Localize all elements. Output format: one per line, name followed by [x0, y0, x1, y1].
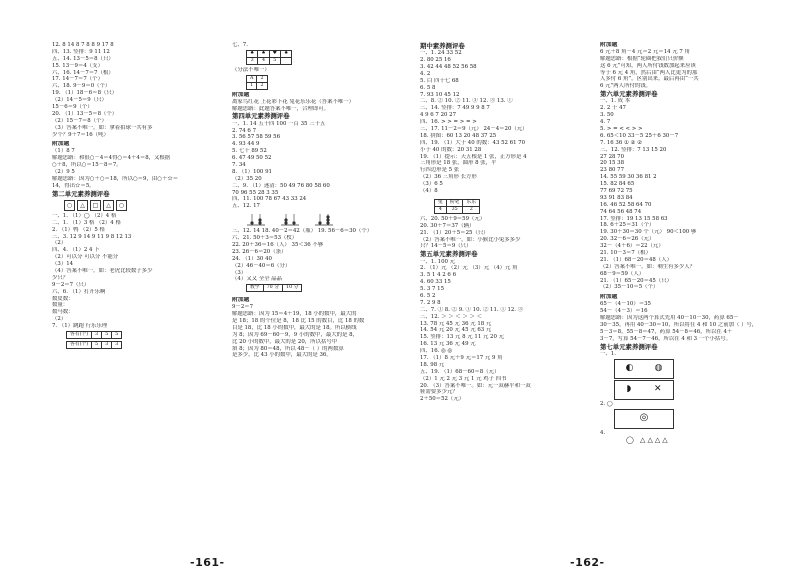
answer-line: 5. 七十 89 52 [232, 148, 267, 155]
answer-line: 2. ◯ [600, 400, 613, 407]
answer-line: 6. 47 49 50 52 [232, 155, 272, 162]
answer-line: 17. （1）8 元＋9 元＝17 元 9 角 [420, 355, 503, 361]
answer-line: 四、13. 竖排：9 11 12 [52, 48, 110, 55]
spade-icon: ♠ [247, 50, 258, 57]
answer-line: 20. 32－6＝26（元） [600, 236, 655, 243]
answer-line: 5. 3 7 15 [420, 286, 445, 293]
answer-line: 6. 5 8 [420, 84, 436, 91]
spacer [420, 195, 598, 198]
answer-line: 14，得出☆＝5。 [52, 182, 95, 189]
answer-line: 27 28 70 [600, 153, 625, 160]
answer-line: （2）46－40＝6（分） [232, 262, 291, 269]
answer-line: （2）15－7＝8（个） [52, 117, 107, 124]
answer-line: 20. （3）答案不唯一。如：元一双赫平和一双 [420, 382, 531, 389]
answer-line: 6. 65＜10 33－5 25＋6 30－7 [600, 132, 679, 139]
answer-line: 二、9. （1）迷清：50 49 76 80 58 60 [232, 182, 330, 189]
answer-line: 6 元”两人所付的钱。 [600, 83, 652, 90]
answer-line: 23 80 77 [600, 167, 625, 174]
abacus-icon [246, 212, 266, 226]
answer-line: （2）答案不唯一，如：小猴比小兔多多少 [420, 236, 521, 243]
answer-line: 7. 2 9 8 [420, 299, 441, 306]
answer-line: 为 8；因为 69－60－9，9 小的数中，最大的是 8， [232, 331, 358, 338]
answer-line: （3）14 [52, 261, 74, 268]
answer-line: （分法不唯一） [232, 66, 270, 73]
answer-table-2: 各有(个) 5 3 3 [66, 341, 122, 349]
answer-line: 一、1. [600, 350, 616, 357]
page-number: -161- [190, 556, 225, 570]
answer-line: 解题思路：根据“轮圈把我们只价额 [600, 55, 684, 62]
utensil-icon: ✕ [654, 384, 662, 395]
answer-line: 30－35，再用 40－30＝10，所以将在 4 和 10 之前加（ ）号， [600, 321, 758, 328]
answer-line: 五、12. 17 [232, 203, 260, 210]
answer-line: 21. （1）65－20＝45（只） [600, 277, 673, 284]
answer-line: 四、16. ◎ ◎ [420, 348, 453, 355]
answer-line: 四、16. > > = > = > [420, 119, 477, 126]
answer-line: 离家鸟红花 上花彩下花 兔花乐乐花（答案不唯一） [232, 98, 355, 105]
section-heading: 第二单元素养测评卷 [52, 189, 110, 198]
answer-line: 三角形是 18 张，圆形 8 张，平 [420, 160, 497, 167]
page-number: -162- [570, 556, 605, 570]
answer-line: 五、14. 13－5＝8（只） [52, 55, 114, 62]
answer-line: 四、19. （1）大于 40 的数：43 52 61 70 [420, 139, 526, 146]
triangle-icon: △ [77, 200, 88, 211]
answer-line: 鞋需要多少元？ [420, 389, 458, 396]
answer-line: （3） [232, 269, 247, 276]
abacus-figures [246, 212, 410, 226]
answer-line: （2） [52, 316, 67, 323]
answer-line: 解题思路：因为○＋○＝18，所以○＝9，由○＋☆＝ [52, 175, 179, 182]
card-table: ♠ ♠ ♥ ♠ 3 4 5 [246, 50, 292, 65]
answer-line: 93 91 83 84 [600, 194, 633, 201]
answer-line: 数马数： [52, 309, 74, 316]
answer-line: 三、12. 14 18. 40－2＝42（瓶） 19. 56－6＝30（个） [232, 228, 373, 235]
answer-line: 2. （1）元 （2）元 （3）元 （4）元 角 [420, 265, 518, 272]
answer-line: 四、4. （1）2 4 下 [52, 247, 100, 254]
answer-line: （4）8 [420, 188, 438, 194]
answer-line: 7. （1）跳跑 行乐乐理 [52, 323, 108, 330]
answer-line: 二、1. （1）3 格 （2）4 格 [52, 219, 121, 226]
food-icon: ◍ [654, 363, 663, 374]
answer-line: 3. 50 [600, 112, 614, 119]
answer-line: 是 18；18 的个位是 8，18 比 15 的数目，比 18 的数 [232, 318, 365, 325]
answer-line: 20. 30＋7＝37（辆） [420, 222, 475, 229]
answer-line: 74 64 56 48 74 [600, 208, 642, 215]
answer-line: 2. （1）鸭 （2）5 格 [52, 226, 105, 233]
answer-line: 一、1. 成 本 [600, 98, 631, 105]
answer-line: 填 8；因为 80＝48，所以 48－（ ）的两数算 [232, 345, 344, 352]
answer-line: （2）1 元 2 元 3 元 1 元 鸡子 四书 [420, 375, 507, 382]
answer-line: 7. 93 10 45 12 [420, 91, 460, 98]
answer-line: （4）答案不唯一。如：老虎比较数子多少 [52, 268, 153, 275]
answer-line: 4. 7 [600, 119, 611, 126]
answer-line: 只？14－5＝9（只） [420, 243, 472, 250]
answer-line: 22. 20＋36＝16（人） 35＜36 不够 [232, 242, 324, 248]
answer-line: 3. 42 44 48 52 56 58 [420, 63, 477, 70]
answer-line: 19. 30＋30＝30 个（元） 90＜100 够 [600, 229, 697, 236]
answer-line: 7. 34 [232, 161, 246, 168]
answer-line: 54－（4－3）＝16 [600, 308, 648, 315]
answer-line: （2）9 5 [52, 169, 75, 176]
answer-line: 20. （1）13－5＝8（个） [52, 110, 118, 117]
answer-line: 六、21. 50＋3＝53（枚） [232, 235, 298, 242]
answer-line: 2. 80 25 16 [420, 57, 451, 64]
answer-line: （3）答案不唯一。如：拿着拍球一共有多 [52, 124, 153, 131]
answer-line: 4. 60 33 15 [420, 279, 451, 286]
answer-line: 19. （1）提示：天五根是 1 张，正方形是 4 [420, 153, 527, 160]
answer-line: 小于 40 的数：20 31 28 [420, 146, 482, 153]
answer-line: 15. 13－9＝4（支） [52, 62, 103, 69]
answer-line: 15. 82 84 65 [600, 181, 635, 188]
answer-line: （3）6 5 [420, 181, 443, 188]
answer-line: （1）8 7 [52, 148, 75, 155]
answer-line: 18. 6＋25＝31（个） [600, 222, 655, 229]
answer-line: 9－2＝7（只） [52, 281, 90, 288]
triangle-icon: △ [103, 200, 114, 211]
answer-line: 3. 5 1 4 2 6 6 [420, 272, 457, 279]
answer-line: 三、12. 竖排：7 13 15 20 [600, 146, 667, 153]
answer-line: 六、20. 50＋9＝59（元） [420, 215, 486, 222]
answer-line: （2）36 三角形 长方形 [420, 174, 477, 181]
heart-icon: ♥ [269, 50, 280, 57]
answer-line: 16. 46 52 58 64 70 [600, 201, 652, 208]
answer-line: 6. 5 2 [420, 292, 436, 299]
answer-line: 一、1. （1）◯ （2）4 格 [52, 212, 117, 219]
column-1 [52, 42, 230, 351]
bonus-heading: 附加题 [232, 91, 250, 98]
answer-line: ○＋8，所以○＝15－8＝7。 [52, 162, 122, 169]
picture-box-3 [614, 409, 674, 429]
circle-icon: ○ [116, 200, 127, 211]
small-table: A 2 1 2 [246, 75, 268, 90]
answer-line: 六、16. 14－7＝7（根） [52, 69, 114, 76]
answer-table-1: 各有(个) 3 5 5 [66, 331, 122, 339]
answer-line: （2）14－5＝9（只） [52, 97, 107, 104]
score-table: 数学 70 分 10 分 [246, 284, 302, 292]
section-heading: 第五单元素养测评卷 [420, 250, 478, 259]
answer-line: 3. 56 57 58 59 56 [232, 134, 281, 141]
answer-line: 9－2＝7 [232, 304, 254, 311]
answer-line: 21. （1）20＋5＝25（只） [420, 229, 489, 236]
answer-line: 4 9 6 7 20 27 [420, 112, 457, 119]
answer-line: 2. 74 6 7 [232, 127, 257, 134]
answer-line: 16. 13 元 36 元 49 元 [420, 341, 476, 348]
answer-line: 4. 93 44 9 [232, 141, 260, 148]
answer-line: 2. 2 十 47 [600, 105, 626, 112]
section-heading: 第六单元素养测评卷 [600, 90, 658, 99]
spade-icon: ♠ [258, 50, 269, 57]
answer-line: 一、1. 100 元 [420, 258, 456, 265]
answer-line: （2）35－10＝5（个） [600, 284, 659, 291]
answer-line: 18. 98 元 [420, 361, 445, 368]
spade-icon: ♠ [280, 50, 291, 57]
answer-line: 6 元＋8 角－4 元＝2 元＝14 元 7 角 [600, 48, 690, 55]
answer-line: 三、17. 11－2＝9（元） 24－4＝20（元） [420, 125, 528, 132]
picture-box-1 [614, 359, 674, 379]
answer-line: 三、3. 12 9 14 9 11 9 8 12 13 [52, 233, 132, 240]
column-2 [232, 42, 410, 359]
answer-line: 5－3＝8，55－8＝47，药算 54－8＝46，所以在 4＋ [600, 328, 733, 335]
answer-line: 这 6 元”可知，两人所付钱数加起来应该 [600, 62, 696, 69]
answer-line: （4）又又 全全 晶晶 [232, 276, 282, 283]
answer-line: 六、18. 9－9＝0（个） [52, 83, 111, 90]
abacus-icon [280, 212, 300, 226]
circle-icon: ◎ [639, 412, 649, 424]
answer-line: 19. （1）18－6＝8（只） [52, 90, 118, 97]
answer-line: 15－6＝9（个） [52, 104, 93, 111]
answer-line: 三、12. ＞ ＞ ＜ ＞ ＞ ＜ [420, 313, 482, 320]
answer-line: 4. [600, 429, 606, 436]
answer-line: 2＋50＝52（元） [420, 396, 465, 403]
answer-line: （2）答案不唯一。如：剩生有多少人？ [600, 263, 696, 270]
answer-line: 三、14. 竖排：7 49 9 9 8 7 [420, 105, 490, 112]
answer-line: 数皮数： [52, 295, 74, 302]
shape-row [64, 200, 230, 211]
bonus-heading: 附加题 [600, 294, 618, 301]
bonus-heading: 附加题 [52, 141, 70, 148]
answer-line: （2）可以分 可以分 不能分 [52, 254, 119, 261]
answer-line: 3－7，写算 54－7－46，所以在 4 和 3 一个小括号。 [600, 335, 732, 342]
answer-line: 23. 26－6＝20（条） [232, 248, 287, 255]
answer-line: 18. 拼图：60 13 20 48 37 25 [420, 132, 497, 139]
page-162 [400, 0, 800, 578]
answer-line: 人多付 6 角”，区别出来，最后再由“一共 [600, 76, 699, 83]
answer-line: 五、19. （1）68－60＝8（元） [420, 368, 500, 375]
answer-line: 21. （1）68－20＝48（人） [600, 256, 673, 263]
answer-line: 一、1. 14 五十四 100 一百 35 三十五 [232, 120, 326, 127]
answer-line: 17. 14－7＝7（个） [52, 76, 103, 83]
answer-line: 等于 6 元 4 角，然后由“两人比更为的那 [600, 69, 698, 76]
answer-line: 14. 55 59 30 36 81 2 [600, 174, 657, 181]
answer-line: 一、1. 24 33 52 [420, 50, 462, 57]
answer-line: 四、11. 100 78 67 43 33 24 [232, 196, 307, 203]
circle-icon: ○ [64, 200, 75, 211]
answer-line: 5. > = < < > > [600, 125, 643, 132]
answer-line: 77 69 72 75 [600, 188, 633, 194]
column-3 [420, 42, 598, 403]
answer-line: 20 15 38 [600, 160, 625, 167]
fish-icon: ◗ [626, 384, 632, 395]
answer-line: 二、8. ② 10. ② 11. ③ 12. ③ 13. ① [420, 98, 513, 105]
answer-line: 13. 78 元 45 元 36 元 18 元 [420, 320, 492, 327]
triangle-row: ◯ △△△△ [626, 436, 670, 445]
answer-line: 目是 18，比 18 小的数中，最大的是 18。所以横线 [232, 324, 357, 331]
answer-line: 4. 2 [420, 70, 431, 77]
answer-line: 21. 10－3＝7（根） [600, 250, 651, 257]
answer-line: 六、6. （1）打开乐啊 [52, 288, 106, 295]
answer-line: 14. 54 元 20 元 45 元 63 元 [420, 327, 492, 334]
column-4 [600, 42, 778, 445]
answer-line: 65－（4－10）＝35 [600, 301, 651, 308]
answer-line: 少只？ [52, 274, 69, 281]
abacus-icon [314, 212, 334, 226]
answer-line: 比 20 小的数中，最大的是 20，所以括号中 [232, 338, 338, 345]
bonus-heading: 附加题 [600, 42, 618, 48]
answer-line: 解题思路：和很○－4＝4得○＝4＋4＝8，又根据 [52, 155, 171, 162]
answer-line: 七、7. [232, 42, 248, 48]
answer-line: 7. 16 36 ① ② ② [600, 139, 642, 146]
answer-line: 解题思路：因为这两个算式先用 40－10－30，药算 65－ [600, 315, 739, 322]
answer-line: （2）35 20 [232, 175, 262, 182]
answer-line: 二、7. ① 8. ② 9. ① 10. ② 11. ① 12. ③ [420, 306, 524, 313]
answer-line: 70 96 55 28 3 35 [232, 189, 279, 196]
answer-line: 5. 白 四十七 68 [420, 77, 459, 84]
answer-line: 解题思路：因为 15＝4＋19，18 小的数中，最大的 [232, 311, 357, 318]
answer-table-3: 兔 粉笔 乐乐 4 35 2 [434, 199, 480, 214]
answer-line: 32－（4＋6）＝22（元） [600, 243, 664, 250]
picture-box-2 [614, 380, 674, 400]
section-heading: 期中素养测评卷 [420, 42, 465, 50]
answer-line: 15. 竖排：13 元 8 元 11 元 20 元 [420, 334, 505, 341]
section-heading: 第四单元素养测评卷 [232, 112, 290, 121]
answer-line: 68－9＝59（人） [600, 270, 645, 277]
answer-line: 24. （1）30 40 [232, 255, 272, 262]
answer-line: 少个？9＋7＝16（吨） [52, 131, 109, 138]
bonus-heading: 附加题 [232, 297, 250, 304]
answer-line: 数量： [52, 302, 69, 309]
answer-line: 行四边形是 5 张 [420, 167, 460, 174]
answer-line: 解题思路：此题答案不唯一，合理即可。 [232, 105, 330, 112]
square-icon: □ [90, 200, 101, 211]
plate-icon: ◐ [625, 363, 634, 374]
answer-line: 是多少，比 43 小的数中，最大的是 36。 [232, 352, 332, 359]
answer-line: 12. 8 14 8 7 8 8 9 17 8 [52, 42, 114, 48]
answer-line: 17. 竖排：19 13 15 58 63 [600, 215, 668, 222]
answer-line: 8. （1）100 91 [232, 168, 272, 175]
section-heading: 第七单元素养测评卷 [600, 342, 658, 351]
answer-line: （2） [52, 240, 67, 247]
